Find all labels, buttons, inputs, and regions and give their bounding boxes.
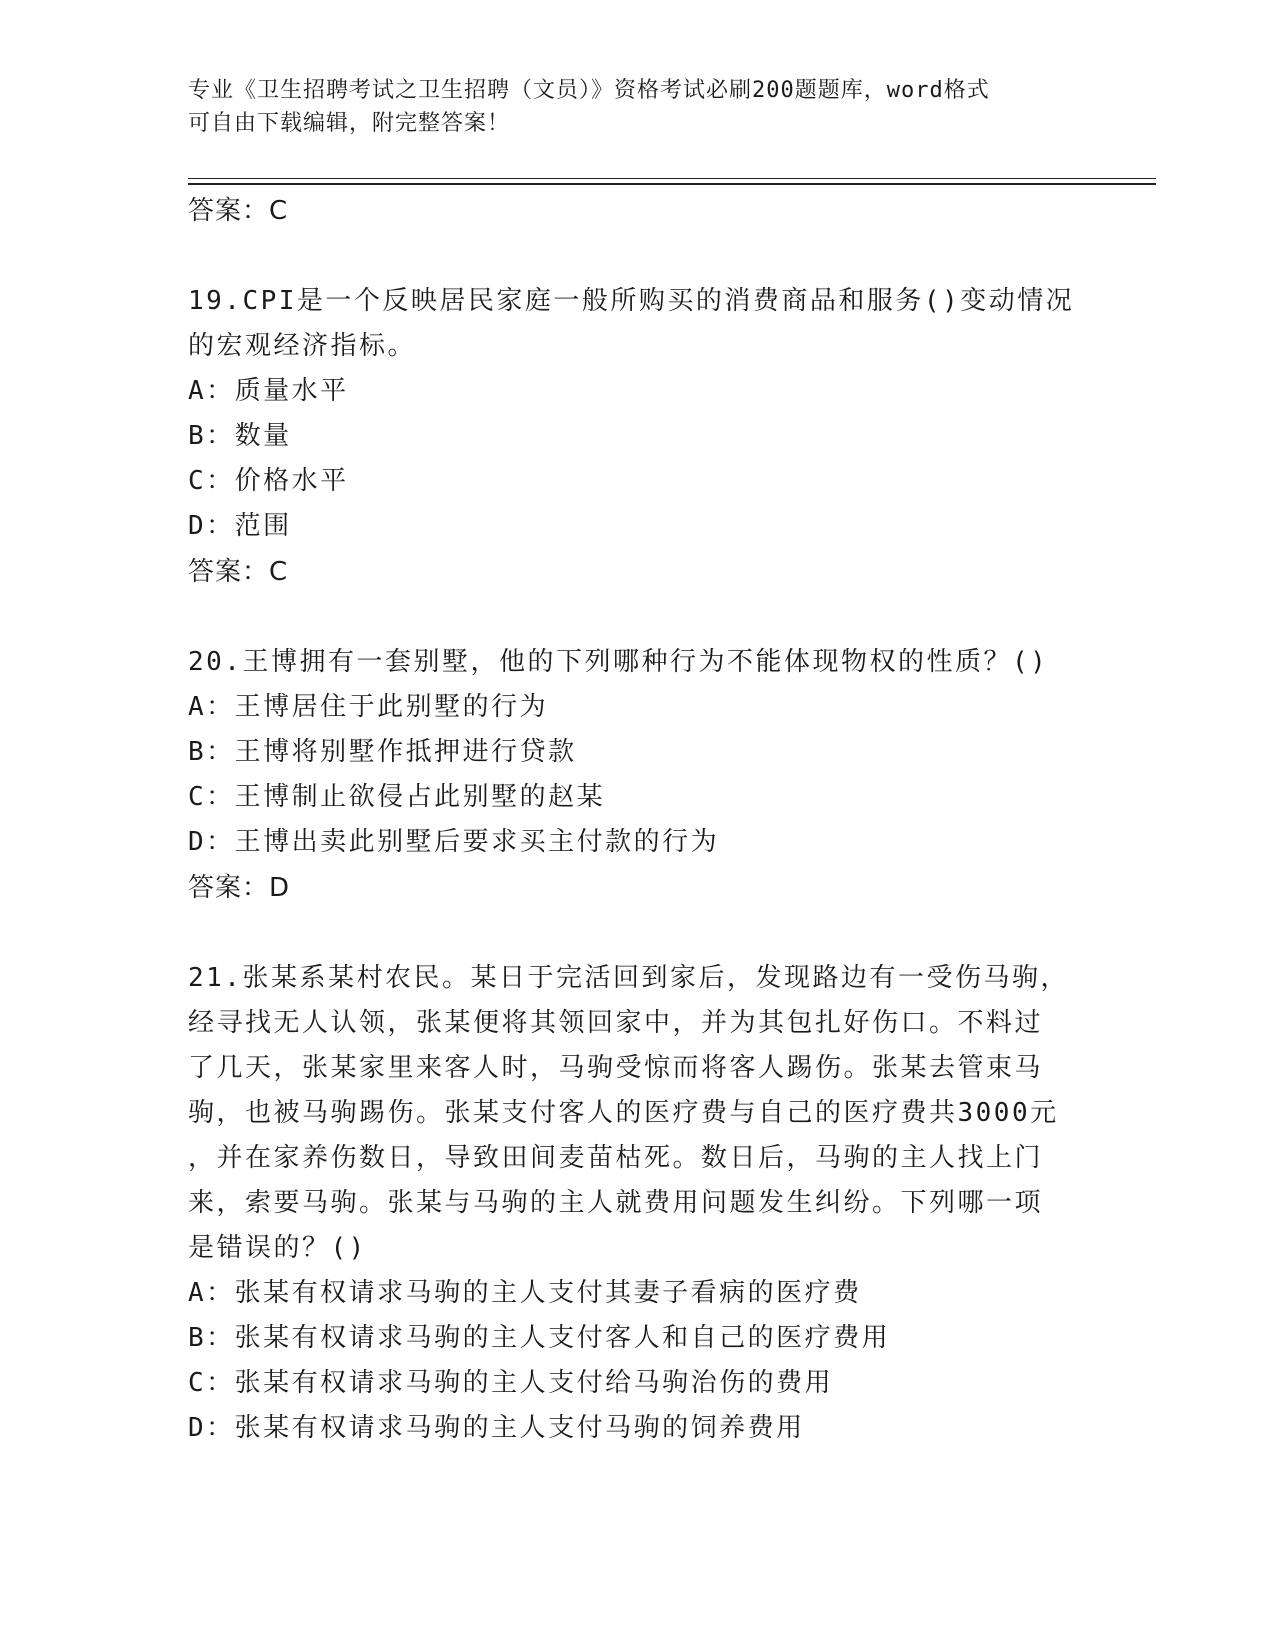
header-line-1: 专业《卫生招聘考试之卫生招聘（文员）》资格考试必刷200题题库，word格式 <box>188 78 990 103</box>
page-content <box>188 188 1088 1451</box>
header-line-2: 可自由下载编辑，附完整答案！ <box>188 111 511 136</box>
question-stem-line: 的宏观经济指标。 <box>188 331 417 361</box>
option-a: A：张某有权请求马驹的主人支付其妻子看病的医疗费 <box>188 1278 862 1308</box>
option-a: A：王博居住于此别墅的行为 <box>188 692 549 722</box>
option-a: A：质量水平 <box>188 376 349 406</box>
answer: 答案：D <box>188 873 291 903</box>
question-stem-line: ，并在家养伤数日，导致田间麦苗枯死。数日后，马驹的主人找上门 <box>188 1143 1044 1173</box>
spacer <box>188 595 1088 640</box>
question-20 <box>188 640 1088 911</box>
header-divider-thin <box>188 178 1156 179</box>
option-b: B：张某有权请求马驹的主人支付客人和自己的医疗费用 <box>188 1323 891 1353</box>
question-stem-line: 20.王博拥有一套别墅，他的下列哪种行为不能体现物权的性质？() <box>188 647 1049 677</box>
option-d: D：王博出卖此别墅后要求买主付款的行为 <box>188 827 720 857</box>
option-c: C：王博制止欲侵占此别墅的赵某 <box>188 782 606 812</box>
option-b: B：王博将别墅作抵押进行贷款 <box>188 737 577 767</box>
spacer <box>188 234 1088 279</box>
spacer <box>188 911 1088 956</box>
option-c: C：价格水平 <box>188 466 349 496</box>
question-19 <box>188 279 1088 595</box>
option-b: B：数量 <box>188 421 292 451</box>
question-stem-line: 是错误的？() <box>188 1233 367 1263</box>
answer: 答案：C <box>188 557 289 587</box>
page-header <box>188 74 1068 140</box>
option-c: C：张某有权请求马驹的主人支付给马驹治伤的费用 <box>188 1368 834 1398</box>
question-stem-line: 21.张某系某村农民。某日于完活回到家后，发现路边有一受伤马驹， <box>188 963 1069 993</box>
option-d: D：张某有权请求马驹的主人支付马驹的饲养费用 <box>188 1413 805 1443</box>
question-stem-line: 驹，也被马驹踢伤。张某支付客人的医疗费与自己的医疗费共3000元 <box>188 1098 1059 1128</box>
option-d: D：范围 <box>188 511 292 541</box>
question-stem-line: 来，索要马驹。张某与马驹的主人就费用问题发生纠纷。下列哪一项 <box>188 1188 1044 1218</box>
question-21 <box>188 956 1088 1451</box>
header-divider-thick <box>188 183 1156 185</box>
question-stem-line: 了几天，张某家里来客人时，马驹受惊而将客人踢伤。张某去管束马 <box>188 1053 1044 1083</box>
answer-prev: 答案：C <box>188 196 289 226</box>
question-stem-line: 经寻找无人认领，张某便将其领回家中，并为其包扎好伤口。不料过 <box>188 1008 1044 1038</box>
question-stem-line: 19.CPI是一个反映居民家庭一般所购买的消费商品和服务()变动情况 <box>188 286 1075 316</box>
